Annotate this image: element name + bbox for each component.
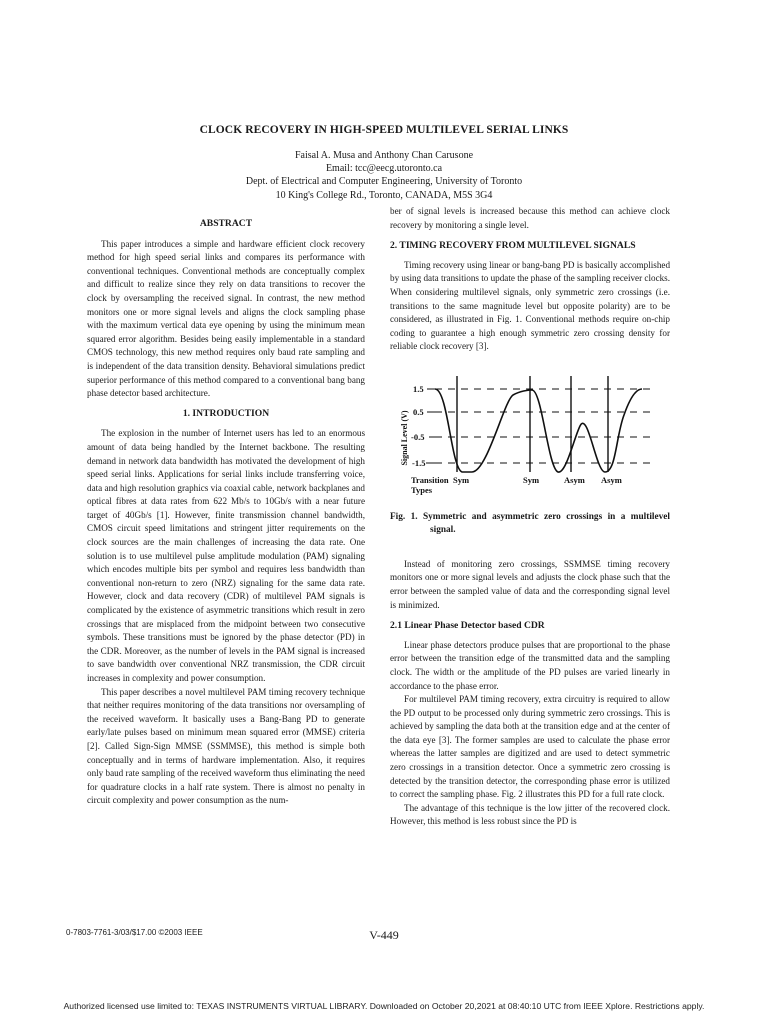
y-axis-label: Signal Level (V) bbox=[400, 410, 409, 466]
author-names: Faisal A. Musa and Anthony Chan Carusone bbox=[294, 150, 474, 161]
abstract-heading: ABSTRACT bbox=[199, 218, 253, 229]
section-2-paragraph-1: Timing recovery using linear or bang-bang PD is basically accomplished by using data transitions to update the phase of the sampling receiver clocks. When considering multilevel signals, only symmetric zero crossings (i.e. transitions to the same magnitude level but opposite polarity) are to be considered, as illustrated in Fig. 1. Conventional methods require on-chip coding to guarantee a high enough symmetric zero crossing density for reliable clock recovery [3]. bbox=[390, 259, 671, 352]
abstract-text: This paper introduces a simple and hardware efficient clock recovery method for high speed serial links and compares its performance with conventional techniques. Conventional methods are conceptually complex and difficult to realize since they rely on data transitions to recover the clock by oversampling the received signal. In contrast, the new method monitors one or more signal levels and aligns the clock sampling phase with the maximum vertical data eye opening by using the minimum mean squared error algorithm. Besides being easily implementable in a standard CMOS technology, this new method requires only baud rate sampling and is independent of the data transition density. Behavioral simulations predict superior performance of this method compared to a conventional bang bang phase detector based architecture. bbox=[87, 238, 365, 399]
transition-type-2: Sym bbox=[523, 474, 540, 485]
license-notice: Authorized licensed use limited to: TEXAS INSTRUMENTS VIRTUAL LIBRARY. Downloaded on October 20,2021 at 08:40:10 UTC from IEEE Xplore. Restrictions apply. bbox=[63, 1001, 705, 1011]
intro-heading: 1. INTRODUCTION bbox=[182, 407, 270, 419]
figure-1-diagram bbox=[390, 368, 670, 506]
copyright-line: 0-7803-7761-3/03/$17.00 ©2003 IEEE bbox=[66, 928, 203, 937]
page-number: V-449 bbox=[369, 928, 399, 942]
author-affiliation: Dept. of Electrical and Computer Engineering, University of Toronto bbox=[245, 176, 523, 188]
level-label-4: -1.5 bbox=[412, 457, 426, 468]
level-label-1: 1.5 bbox=[413, 383, 424, 394]
multilevel-signal-waveform bbox=[435, 389, 642, 472]
author-block bbox=[0, 149, 768, 202]
right-column bbox=[390, 205, 670, 829]
intro-paragraph-1: The explosion in the number of Internet users has led to an enormous amount of data being handled by the Internet backbone. The resulting demand in network data bandwidth has motivated the development of high speed serial links. Applications for serial links include transferring voice, data and high resolution graphics via coaxial cable, network backplanes and optical fibres at data rates from 622 Mb/s to 10Gb/s with a near future target of 40Gb/s [1]. However, finite transmission channel bandwidth, CMOS circuit speed limitations and stringent jitter requirements on the clock sources are the main challenges of increasing the data rate. One solution is to use multilevel pulse amplitude modulation (PAM) signaling which encodes multiple bits per symbol and requires less bandwidth than conventional non-return to zero (NRZ) signaling for the same data rate. However, clock and data recovery (CDR) of multilevel PAM signals is complicated by the existence of asymmetric transitions which result in zero crossings that are misplaced from the midpoint between two consecutive symbols. These transitions must be ignored by the phase detector (PD) in the CDR. Moreover, as the number of levels in the PAM signal is increased to save bandwidth over conventional NRZ transmission, the CDR circuit increases in complexity and power consumption. bbox=[87, 428, 365, 683]
section-2-paragraph-2: Instead of monitoring zero crossings, SSMMSE timing recovery monitors one or more signal levels and adjusts the clock phase such that the error between the sampled value of data and the corresponding signal level is minimized. bbox=[390, 558, 670, 610]
level-label-3: -0.5 bbox=[411, 431, 425, 442]
paper-title: CLOCK RECOVERY IN HIGH-SPEED MULTILEVEL SERIAL LINKS bbox=[199, 124, 569, 136]
transition-type-1: Sym bbox=[453, 474, 470, 485]
section-2-heading: 2. TIMING RECOVERY FROM MULTILEVEL SIGNALS bbox=[390, 240, 636, 252]
figure-1 bbox=[390, 368, 670, 506]
types-label: Types bbox=[411, 484, 433, 495]
transition-type-3: Asym bbox=[564, 474, 585, 485]
figure-1-caption: Fig. 1. Symmetric and asymmetric zero crossings in a multilevel signal. bbox=[390, 511, 670, 536]
intro-paragraph-2: This paper describes a novel multilevel PAM timing recovery technique that neither requires monitoring of the data transitions nor oversampling of the received waveform. It basically uses a Bang-Bang PD to generate early/late pulses based on minimum mean squared error (MMSE) criteria [2]. Called Sign-Sign MMSE (SSMMSE), this method is simple both conceptually and in terms of hardware implementation. Also, it requires only baud rate sampling of the received waveform thus eliminating the need for quadrature clocks in a half rate system. There is almost no penalty in circuit complexity and power consumption as the num- bbox=[87, 686, 365, 806]
level-ticks bbox=[426, 389, 435, 463]
author-email: Email: tcc@eecg.utoronto.ca bbox=[325, 163, 443, 175]
section-2-1-paragraph-1: Linear phase detectors produce pulses that are proportional to the phase error between the transition edge of the transmitted data and the sampling clock. The width or the amplitude of the PD pulses are varied linearly in accordance to the phase error. bbox=[390, 639, 670, 691]
left-column bbox=[87, 217, 365, 808]
transition-label: Transition bbox=[411, 474, 449, 485]
author-address: 10 King's College Rd., Toronto, CANADA, M5S 3G4 bbox=[275, 189, 493, 201]
section-2-1-heading: 2.1 Linear Phase Detector based CDR bbox=[390, 620, 545, 632]
continued-paragraph: ber of signal levels is increased because this method can achieve clock recovery by monitoring a single level. bbox=[390, 206, 670, 230]
transition-type-4: Asym bbox=[601, 474, 622, 485]
section-2-1-paragraph-3: The advantage of this technique is the low jitter of the recovered clock. However, this method is less robust since the PD is bbox=[390, 802, 670, 827]
section-2-1-paragraph-2: For multilevel PAM timing recovery, extra circuitry is required to allow the PD output to be processed only during symmetric zero crossings. This is achieved by sampling the data both at the transition edge and at the center of the data eye [3]. The former samples are used to calculate the phase error whereas the latter samples are digitized and are used to detect symmetric zero crossings in a transition detector. Once a symmetric zero crossing is detected by the transition detector, the corresponding phase error is utilized to correct the sampling phase. Fig. 2 illustrates this PD for a full rate clock. bbox=[390, 694, 670, 800]
level-label-2: 0.5 bbox=[413, 406, 424, 417]
level-dashed-lines bbox=[435, 389, 650, 463]
